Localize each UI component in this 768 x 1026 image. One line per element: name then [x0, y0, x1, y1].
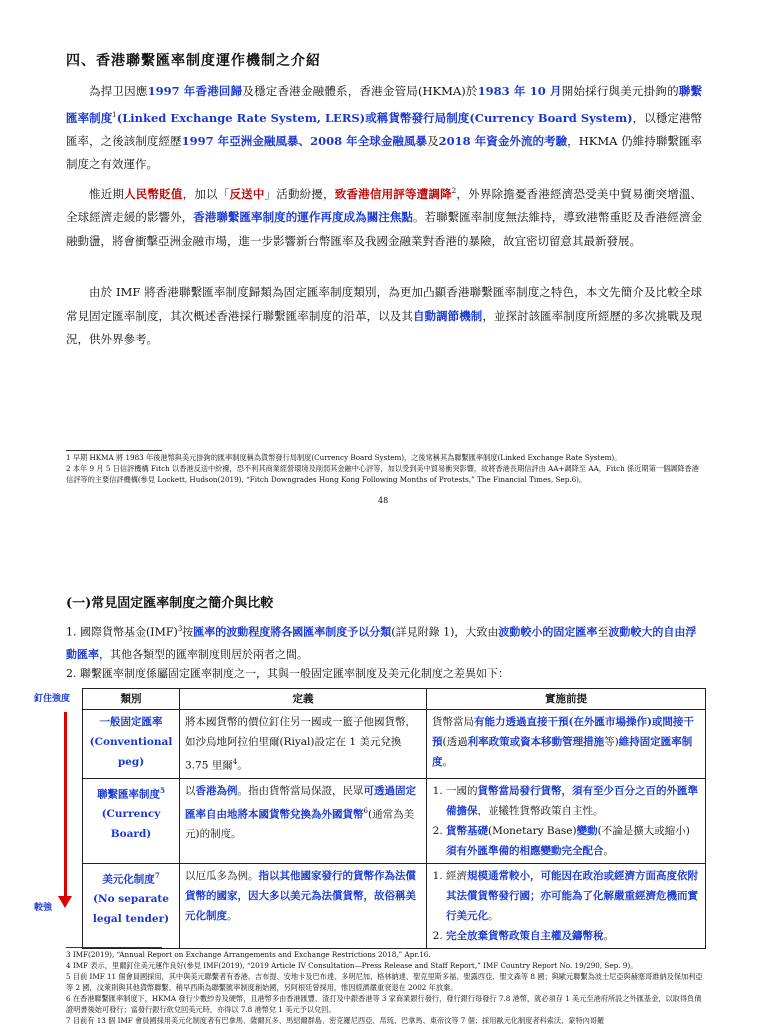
category-conventional-peg: 一般固定匯率 (Conventional peg): [83, 710, 180, 779]
table-row: [83, 710, 706, 779]
peg-strength-label: 釘住強度: [34, 694, 71, 704]
prerequisite-currency-board: 1. 一國的貨幣當局發行貨幣，須有至少百分之百的外匯準備擔保，並犧牲貨幣政策自主性。 2. 貨幣基礎(Monetary Base)變動(不論是擴大或縮小)須有外匯準備的相應變動完全配合。: [427, 778, 706, 863]
category-currency-board: 聯繫匯率制度$^5$ (Currency Board): [83, 778, 180, 863]
peg-strength-arrow: [64, 712, 67, 898]
list-item-2: 2. 聯繫匯率制度係屬固定匯率制度之一，其與一般固定匯率制度及美元化制度之差異如下：: [66, 667, 509, 680]
paragraph-structure: 由於 IMF 將香港聯繫匯率制度歸類為固定匯率制度類別，為更加凸顯香港聯繫匯率制度之特色，本文先簡介及比較全球常見固定匯率制度，其次概述香港採行聯繫匯率制度的沿革，以及其自動調節機制，並探討該匯率制度所經歷的多次挑戰及現況，供外界參考。: [66, 285, 703, 346]
list-item-1: 1. 國際貨幣基金(IMF)$^3$按匯率的波動程度將各國匯率制度予以分類(詳見附錄 1)，大致由波動較小的固定匯率至波動較大的自由浮動匯率，其他各類型的匯率制度則居於兩者之間。: [66, 625, 697, 661]
arrow-down-icon: [58, 896, 72, 908]
subsection-title: (一)常見固定匯率制度之簡介與比較: [66, 596, 274, 611]
definition-currency-board: 以香港為例。指由貨幣當局保證，民眾可透過固定匯率自由地將本國貨幣兌換為外國貨幣$^6$(通常為美元)的制度。: [180, 778, 427, 863]
paragraph-recent-developments: 惟近期人民幣貶值，加以「反送中」活動紛擾，致香港信用評等遭調降$^2$，外界除擔憂香港經濟恐受美中貿易衝突增溫、全球經濟走緩的影響外，香港聯繫匯率制度的運作再度成為關注焦點。若聯繫匯率制度無法維持，導致港幣重貶及香港經濟金融動盪，將會衝擊亞洲金融市場，進一步影響新台幣匯率及我國金融業對香港的暴險，故宜密切留意其最新發展。: [66, 186, 703, 248]
page-gap: [0, 520, 768, 560]
footnote-rule: [66, 450, 162, 451]
category-dollarization: 美元化制度$^7$ (No separate legal tender): [83, 863, 180, 948]
table-header-row: [83, 689, 706, 710]
paragraph-intro: 為捍卫因應1997 年香港回歸及穩定香港金融體系，香港金管局(HKMA)於1983 年 10 月開始採行與美元掛鉤的聯繫匯率制度$^1$(Linked Exchange Rate System, LERS)或稱貨幣發行局制度(Currency Board System)，以穩定港幣匯率，之後該制度經歷1997 年亞洲金融風暴、2008 年全球金融風暴及2018 年資金外流的考驗，HKMA 仍維持聯繫匯率制度之有效運作。: [66, 84, 703, 172]
footnote-6: 6 在香港聯繫匯率制度下，HKMA 發行少數紗券及硬幣，且港幣多由香港匯豐、渣打及中銀香港等 3 家商業銀行發行，發行銀行每發行 7.8 港幣，就必須存 1 美元至港府所設之外匯基金，以取得負債證明書後始可發行；當發行銀行欲兌回美元時，亦得以 7.8 港幣兌 1 美元予以兌回。: [66, 994, 702, 1014]
footnote-2: 2 本年 9 月 5 日信評機構 Fitch 以香港反送中紛擾，恐不利其商業經營環境及削弱其金融中心評等，加以受到美中貿易衝突影響，故將香港長期信評由 AA+調降至 AA，Fitch 係近期第一個調降香港信評等的主要信評機構(參見 Lockett, Hudson(2019), “Fitch Downgrades Hong Kong Following Months of Protests,” The Financial Times, Sep.6)。: [66, 464, 699, 484]
comparison-table: [82, 688, 706, 949]
page-number: 48: [378, 496, 389, 505]
footnote-7: 7 目前有 13 個 IMF 會員國採用美元化制度者有巴拿馬、薩爾瓦多、馬紹爾群島、密克羅尼西亞、帛琉、巴拿馬、東帝汶等 7 個；採用歐元化制度者科索沃、蒙特內哥羅: [66, 1016, 605, 1025]
footnote-rule-2: [66, 947, 162, 948]
section-title: 四、香港聯繫匯率制度運作機制之介紹: [66, 53, 321, 69]
footnote-5: 5 目前 IMF 11 個會員國採用，其中與美元聯繫者有香港、吉布提、安地卡及巴布達、多明尼加、格林納達、聖克里斯多福、聖露西亞、聖文森等 8 國；與歐元聯繫為波士尼亞與赫塞哥維納及保加利亞等 2 國，汶萊則與其他貨幣聯繫。稍早西斯為聯繫匯率制度創始國，另阿根廷曾採用，惟因經濟嚴重衰退在 2002 年放棄。: [66, 972, 703, 992]
header-definition: 定義: [180, 689, 427, 710]
footnote-3: 3 IMF(2019), “Annual Report on Exchange Arrangements and Exchange Restrictions 2018,” Apr.16.: [66, 950, 431, 959]
header-prerequisite: 實施前提: [427, 689, 706, 710]
definition-dollarization: 以厄瓜多為例。指以其他國家發行的貨幣作為法償貨幣的國家，因大多以美元為法償貨幣，故俗稱美元化制度。: [180, 863, 427, 948]
footnote-4: 4 IMF 表示，里爾釘住美元運作良好(參見 IMF(2019), “2019 Article IV Consultation—Press Release and Staff Report,” IMF Country Report No. 19/290, Sep. 9)。: [66, 961, 638, 970]
table-row: [83, 863, 706, 948]
definition-conventional-peg: 將本國貨幣的價位釘住另一國或一籃子他國貨幣，如沙烏地阿拉伯里爾(Riyal)設定在 1 美元兌換 3.75 里爾$^4$。: [180, 710, 427, 779]
prerequisite-dollarization: 1. 經濟規模通常較小，可能因在政治或經濟方面高度依附其法償貨幣發行國；亦可能為了化解嚴重經濟危機而實行美元化。 2. 完全放棄貨幣政策自主權及鑄幣稅。: [427, 863, 706, 948]
footnote-1: 1 早期 HKMA 將 1983 年後港幣與美元掛鉤的匯率制度稱為貨幣發行局制度(Currency Board System)，之後常稱其為聯繫匯率制度(Linked Exchange Rate System)。: [66, 453, 622, 462]
table-row: [83, 778, 706, 863]
prerequisite-conventional-peg: 貨幣當局有能力透過直接干預(在外匯市場操作)或間接干預(透過利率政策或資本移動管理措施等)維持固定匯率制度。: [427, 710, 706, 779]
header-category: 類別: [83, 689, 180, 710]
peg-strength-stronger-label: 較強: [34, 903, 53, 913]
